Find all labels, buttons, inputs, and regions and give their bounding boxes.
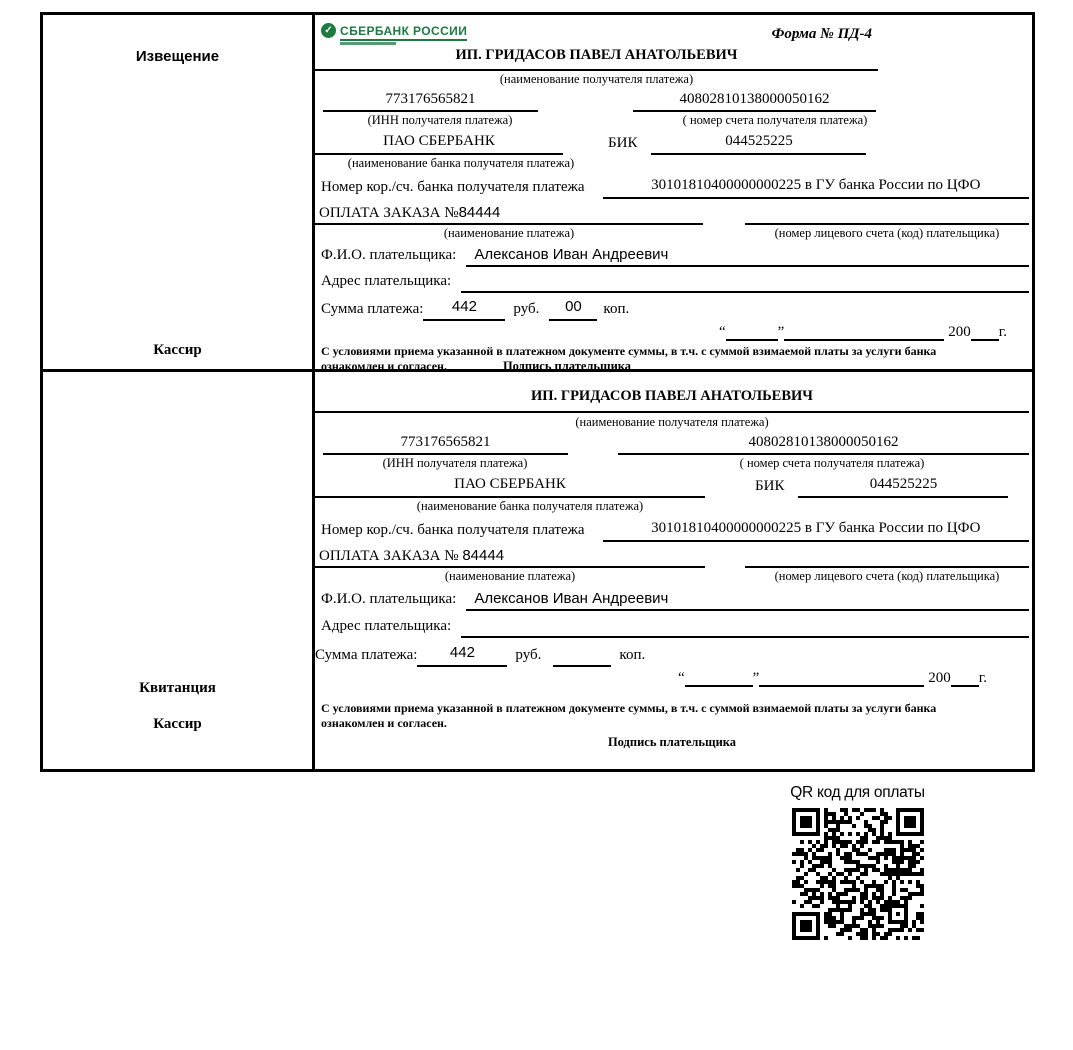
notice-section <box>43 15 1032 372</box>
sum-kop-field-2 <box>553 641 611 667</box>
payer-address-label: Адрес плательщика: <box>321 273 452 289</box>
signature-label: Подпись плательщика <box>502 359 632 373</box>
receipt-stub <box>43 372 315 769</box>
payee-name-caption-2: (наименование получателя платежа) <box>575 415 769 429</box>
account-field: 40802810138000050162 <box>633 89 876 112</box>
account-caption: ( номер счета получателя платежа) <box>682 113 868 127</box>
inn-caption-2: (ИНН получателя платежа) <box>382 456 528 470</box>
payee-name-field-2: ИП. ГРИДАСОВ ПАВЕЛ АНАТОЛЬЕВИЧ <box>315 388 1029 413</box>
date-month-field-2 <box>759 667 924 687</box>
agreement-line1-2: С условиями приема указанной в платежном документе суммы, в т.ч. с суммой взимаемой платы за услуги банка <box>321 701 937 715</box>
order-number-value: 84444 <box>458 204 501 221</box>
date-row <box>315 321 1007 341</box>
form-number-label: Форма № ПД-4 <box>771 26 872 42</box>
corr-account-label-2: Номер кор./сч. банка получателя платежа <box>321 522 585 538</box>
open-quote: “ <box>718 324 726 340</box>
notice-header-row <box>315 21 1029 47</box>
payer-fio-label: Ф.И.О. плательщика: <box>321 247 457 263</box>
personal-account-field <box>745 201 1029 225</box>
rub-label: руб. <box>513 301 540 317</box>
payment-name-field <box>315 201 703 225</box>
inn-field-2: 773176565821 <box>323 432 568 455</box>
sberbank-logo-text: СБЕРБАНК РОССИИ <box>340 24 467 41</box>
agreement-line2: ознакомлен и согласен. <box>321 359 447 373</box>
payee-name-field: ИП. ГРИДАСОВ ПАВЕЛ АНАТОЛЬЕВИЧ <box>315 47 878 71</box>
sberbank-logo <box>321 23 467 45</box>
stub-cashier-label: Кассир <box>153 342 202 358</box>
close-quote-2: ” <box>752 670 760 686</box>
personal-account-caption-2: (номер лицевого счета (код) плательщика) <box>774 569 1000 583</box>
sberbank-logo-icon: ✓ <box>321 23 336 38</box>
date-day-field-2 <box>685 667 753 687</box>
date-year-field-2 <box>951 667 979 687</box>
rub-label-2: руб. <box>515 647 542 663</box>
notice-stub <box>43 15 315 369</box>
corr-account-field-2: 30101810400000000225 в ГУ банка России по ЦФО <box>603 516 1029 542</box>
sum-label-2: Сумма платежа: <box>315 647 418 663</box>
bik-label: БИК <box>608 135 638 151</box>
payer-address-field <box>461 269 1029 293</box>
date-year-prefix-2: 200 <box>928 670 951 686</box>
bank-name-caption-2: (наименование банка получателя платежа) <box>416 499 644 513</box>
bank-name-caption: (наименование банка получателя платежа) <box>347 156 575 170</box>
open-quote-2: “ <box>677 670 685 686</box>
payer-fio-label-2: Ф.И.О. плательщика: <box>321 591 457 607</box>
agreement-text <box>321 344 969 374</box>
stub-cashier-label-2: Кассир <box>153 716 202 732</box>
agreement-line2-2: ознакомлен и согласен. <box>321 716 447 730</box>
payment-name-label: ОПЛАТА ЗАКАЗА № <box>319 205 459 221</box>
account-field-2: 40802810138000050162 <box>618 432 1029 455</box>
sum-label: Сумма платежа: <box>321 301 424 317</box>
payment-name-field-2 <box>315 544 705 568</box>
stub-notice-label: Извещение <box>135 48 220 65</box>
date-month-field <box>784 321 944 341</box>
sberbank-logo-tagline-bar <box>340 42 396 45</box>
qr-label: QR код для оплаты <box>790 784 925 801</box>
inn-field: 773176565821 <box>323 89 538 112</box>
date-year-field <box>971 321 999 341</box>
bik-field-2: 044525225 <box>798 473 1008 498</box>
date-year-suffix-2: г. <box>978 670 987 686</box>
agreement-text-2 <box>321 701 969 731</box>
sum-rub-field-2: 442 <box>417 641 507 667</box>
corr-account-field: 30101810400000000225 в ГУ банка России по ЦФО <box>603 173 1029 199</box>
receipt-panel <box>315 372 1032 769</box>
receipt-section <box>43 372 1032 769</box>
notice-panel <box>315 15 1032 373</box>
bik-label-2: БИК <box>755 478 785 494</box>
kop-label: коп. <box>603 301 630 317</box>
payee-name-caption: (наименование получателя платежа) <box>499 72 694 86</box>
corr-account-label: Номер кор./сч. банка получателя платежа <box>321 179 585 195</box>
order-number-value-2: 84444 <box>462 547 505 564</box>
date-row-2 <box>315 667 987 687</box>
account-caption-2: ( номер счета получателя платежа) <box>739 456 925 470</box>
bik-field: 044525225 <box>651 130 866 155</box>
personal-account-field-2 <box>745 544 1029 568</box>
payment-name-label-2: ОПЛАТА ЗАКАЗА № <box>319 548 459 564</box>
payer-address-field-2 <box>461 614 1029 638</box>
qr-block <box>775 784 940 940</box>
payer-address-label-2: Адрес плательщика: <box>321 618 452 634</box>
bank-name-field-2: ПАО СБЕРБАНК <box>315 473 705 498</box>
kop-label-2: коп. <box>619 647 646 663</box>
agreement-line1: С условиями приема указанной в платежном документе суммы, в т.ч. с суммой взимаемой платы за услуги банка <box>321 344 937 358</box>
payer-fio-field: Алексанов Иван Андреевич <box>466 243 1029 267</box>
payer-fio-field-2: Алексанов Иван Андреевич <box>466 587 1029 611</box>
inn-caption: (ИНН получателя платежа) <box>367 113 513 127</box>
bank-name-field: ПАО СБЕРБАНК <box>315 130 563 155</box>
payment-name-caption-2: (наименование платежа) <box>444 569 576 583</box>
sum-rub-field: 442 <box>423 295 505 321</box>
qr-code-image <box>792 808 924 940</box>
close-quote: ” <box>777 324 785 340</box>
date-year-prefix: 200 <box>948 324 971 340</box>
personal-account-caption: (номер лицевого счета (код) плательщика) <box>774 226 1000 240</box>
signature-label-2: Подпись плательщика <box>607 735 737 749</box>
date-year-suffix: г. <box>998 324 1007 340</box>
sum-kop-field: 00 <box>549 295 597 321</box>
stub-receipt-label: Квитанция <box>139 680 216 696</box>
payment-name-caption: (наименование платежа) <box>443 226 575 240</box>
payment-form-table <box>40 12 1035 772</box>
date-day-field <box>726 321 778 341</box>
